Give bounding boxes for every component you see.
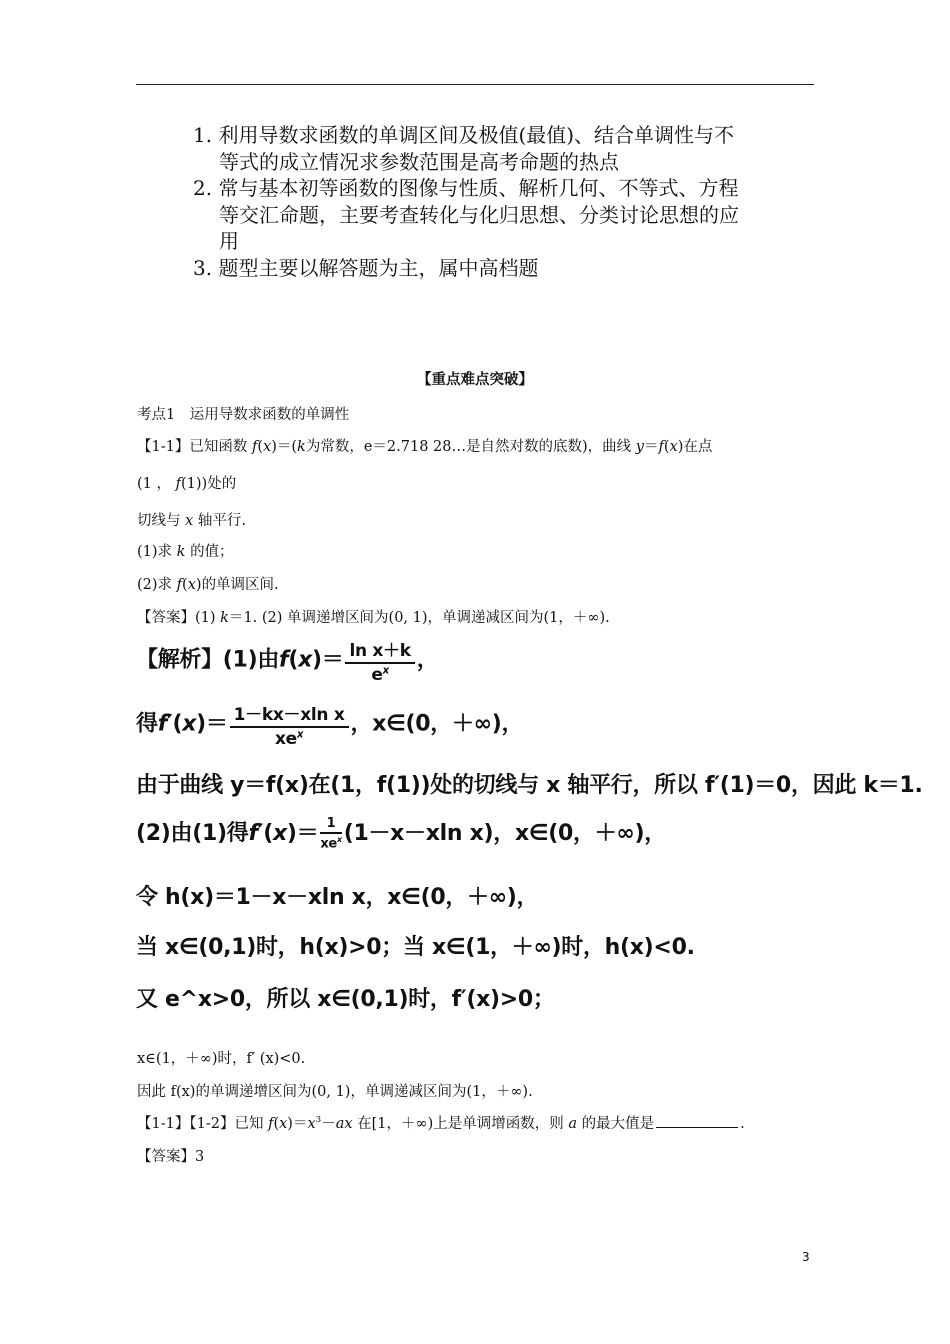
intro-list bbox=[193, 122, 753, 281]
solution-line-2: 得f′(x)＝ $\frac{\text{1－kx－xln x}}{xe^x}$ ，x∈(0，＋∞)， bbox=[136, 700, 523, 749]
solution-line-7: 又 e^x>0，所以 x∈(0,1)时，f′(x)>0； bbox=[136, 987, 555, 1012]
question-2: 【1-1】【1-2】已知 $f(x)=x^3-ax$ 在[1，＋∞)上是单调增函数，则 a 的最大值是 . bbox=[137, 1115, 745, 1132]
intro-item-3: 3. 题型主要以解答题为主，属中高档题 bbox=[193, 255, 539, 280]
header-rule bbox=[136, 84, 814, 85]
question-1-sub-2: (2)求 f(x)的单调区间. bbox=[137, 577, 279, 593]
question-1-line-3: 切线与 x 轴平行. bbox=[137, 513, 247, 529]
kaodian-heading: 考点1 运用导数求函数的单调性 bbox=[137, 407, 350, 423]
question-1-line-2: (1 ， f(1))处的 bbox=[137, 476, 237, 492]
solution-line-4: (2)由(1)得f′(x)＝ $\frac{1}{xe^x}$ (1－x－xln x)，x∈(0，＋∞)， bbox=[136, 816, 666, 852]
page-number: 3 bbox=[802, 1250, 810, 1264]
tail-line-1: x∈(1，＋∞)时，f′ (x)<0. bbox=[137, 1051, 306, 1067]
solution-line-1: 【解析】(1)由f(x)＝ $\frac{\text{ln x＋k}}{e^x}$ ， bbox=[136, 636, 438, 685]
solution-line-5: 令 h(x)＝1－x－xln x，x∈(0，＋∞)， bbox=[136, 885, 539, 910]
question-1-sub-1: (1)求 k 的值； bbox=[137, 544, 234, 560]
answer-blank bbox=[656, 1127, 738, 1128]
tail-line-2: 因此 f(x)的单调递增区间为(0, 1)，单调递减区间为(1，＋∞). bbox=[137, 1084, 533, 1100]
question-2-answer: 【答案】3 bbox=[137, 1149, 205, 1165]
intro-item-1: 1. 利用导数求函数的单调区间及极值(最值)、结合单调性与不等式的成立情况求参数范围是高考命题的热点 bbox=[193, 123, 735, 174]
question-1-answer: 【答案】(1) k＝1. (2) 单调递增区间为(0, 1)，单调递减区间为(1，＋∞). bbox=[137, 610, 610, 626]
intro-item-2: 2. 常与基本初等函数的图像与性质、解析几何、不等式、方程等交汇命题，主要考查转化与化归思想、分类讨论思想的应用 bbox=[193, 176, 739, 253]
solution-line-6: 当 x∈(0,1)时，h(x)>0；当 x∈(1，＋∞)时，h(x)<0. bbox=[136, 935, 695, 960]
section-title: 【重点难点突破】 bbox=[417, 372, 533, 388]
question-1-line-1: 【1-1】已知函数 f(x)＝(k为常数，e＝2.718 28…是自然对数的底数)，曲线 y＝f(x)在点 bbox=[137, 439, 713, 455]
solution-line-3: 由于曲线 y＝f(x)在(1，f(1))处的切线与 x 轴平行，所以 f′(1)＝0，因此 k＝1. bbox=[136, 773, 923, 798]
